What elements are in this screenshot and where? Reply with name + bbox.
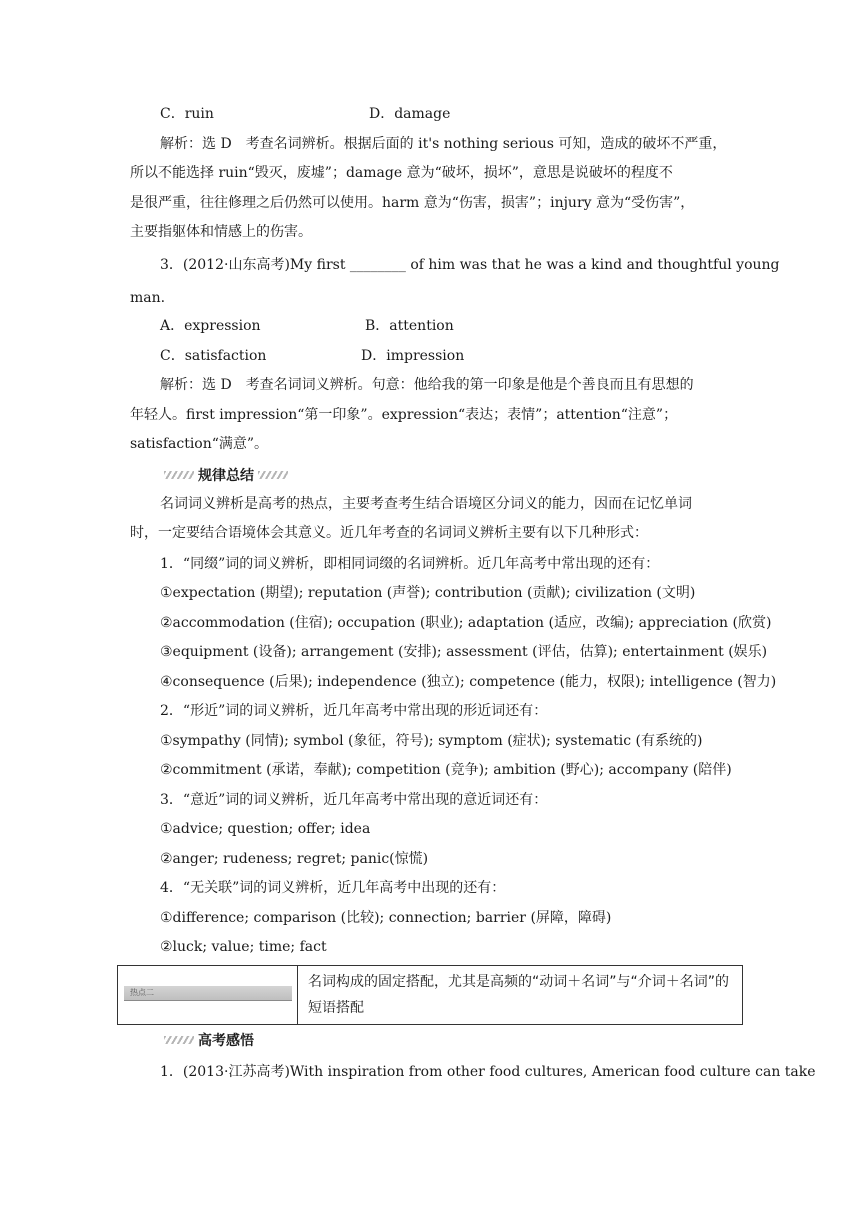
- summary-line: 1．“同缀”词的词义辨析，即相同词缀的名词辨析。近几年高考中常出现的还有：: [160, 556, 660, 572]
- summary-line: 名词词义辨析是高考的热点，主要考查考生结合语境区分词义的能力，因而在记忆单词: [160, 496, 692, 512]
- summary-line: ④consequence (后果); independence (独立); competence (能力，权限); intelligence (智力): [160, 674, 777, 690]
- q2-explanation-line: 是很严重，往往修理之后仍然可以使用。harm 意为“伤害，损害”；injury 意为“受伤害”，: [130, 195, 695, 211]
- summary-line: ③equipment (设备); arrangement (安排); assessment (评估，估算); entertainment (娱乐): [160, 644, 768, 660]
- heading-decoration: [164, 1036, 194, 1044]
- summary-line: 4．“无关联”词的词义辨析，近几年高考中出现的还有：: [160, 880, 506, 896]
- insight-heading: 高考感悟: [160, 1030, 254, 1050]
- summary-line: ②anger; rudeness; regret; panic(惊慌): [160, 851, 429, 867]
- summary-heading: 规律总结: [160, 465, 292, 485]
- insight-q1-stem: 1．(2013·江苏高考)With inspiration from other food cultures, American food culture can take: [160, 1064, 816, 1080]
- q3-option-c: C．satisfaction: [160, 348, 267, 364]
- q2-option-d: D．damage: [369, 106, 451, 122]
- q3-stem: 3．(2012·山东高考)My first ________ of him was that he was a kind and thoughtful young: [160, 257, 780, 273]
- summary-line: ①advice; question; offer; idea: [160, 821, 371, 837]
- q3-explanation-line: 解析：选 D 考查名词词义辨析。句意：他给我的第一印象是他是个善良而且有思想的: [160, 377, 694, 393]
- hotspot-divider: [297, 966, 298, 1024]
- summary-line: ①expectation (期望); reputation (声誉); contribution (贡献); civilization (文明): [160, 585, 696, 601]
- q3-explanation-line: 年轻人。first impression“第一印象”。expression“表达；表情”；attention“注意”；: [130, 407, 678, 423]
- summary-line: ②commitment (承诺，奉献); competition (竞争); ambition (野心); accompany (陪伴): [160, 762, 732, 778]
- hotspot-box: [117, 965, 743, 1025]
- q3-explanation-line: satisfaction“满意”。: [130, 436, 269, 452]
- hotspot-text: 名词构成的固定搭配，尤其是高频的“动词＋名词”与“介词＋名词”的短语搭配: [308, 974, 730, 1016]
- summary-line: ②luck; value; time; fact: [160, 939, 327, 955]
- q3-option-a: A．expression: [160, 318, 261, 334]
- summary-line: 时，一定要结合语境体会其意义。近几年考查的名词词义辨析主要有以下几种形式：: [130, 525, 648, 541]
- summary-line: 3．“意近”词的词义辨析，近几年高考中常出现的意近词还有：: [160, 792, 548, 808]
- summary-line: ②accommodation (住宿); occupation (职业); adaptation (适应，改编); appreciation (欣赏): [160, 615, 772, 631]
- summary-line: ①difference; comparison (比较); connection; barrier (屏障，障碍): [160, 910, 612, 926]
- summary-line: 2．“形近”词的词义辨析，近几年高考中常出现的形近词还有：: [160, 703, 548, 719]
- q2-explanation-line: 所以不能选择 ruin“毁灭，废墟”；damage 意为“破坏，损坏”，意思是说破坏的程度不: [130, 165, 673, 181]
- summary-line: ①sympathy (同情); symbol (象征，符号); symptom (症状); systematic (有系统的): [160, 733, 703, 749]
- heading-decoration: [164, 471, 194, 479]
- insight-q1-source: 江苏高考: [228, 1064, 285, 1080]
- q2-option-c: C．ruin: [160, 106, 214, 122]
- q3-source: 山东高考: [228, 257, 285, 273]
- q2-explanation-line: 主要指躯体和情感上的伤害。: [130, 224, 312, 240]
- heading-decoration: [258, 471, 288, 479]
- q2-explanation-line: 解析：选 D 考查名词辨析。根据后面的 it's nothing serious 可知，造成的破坏不严重，: [160, 136, 727, 152]
- q3-option-d: D．impression: [361, 348, 465, 364]
- q3-stem-line2: man.: [130, 290, 166, 306]
- q3-option-b: B．attention: [365, 318, 454, 334]
- hotspot-tag: 热点二: [124, 986, 292, 1001]
